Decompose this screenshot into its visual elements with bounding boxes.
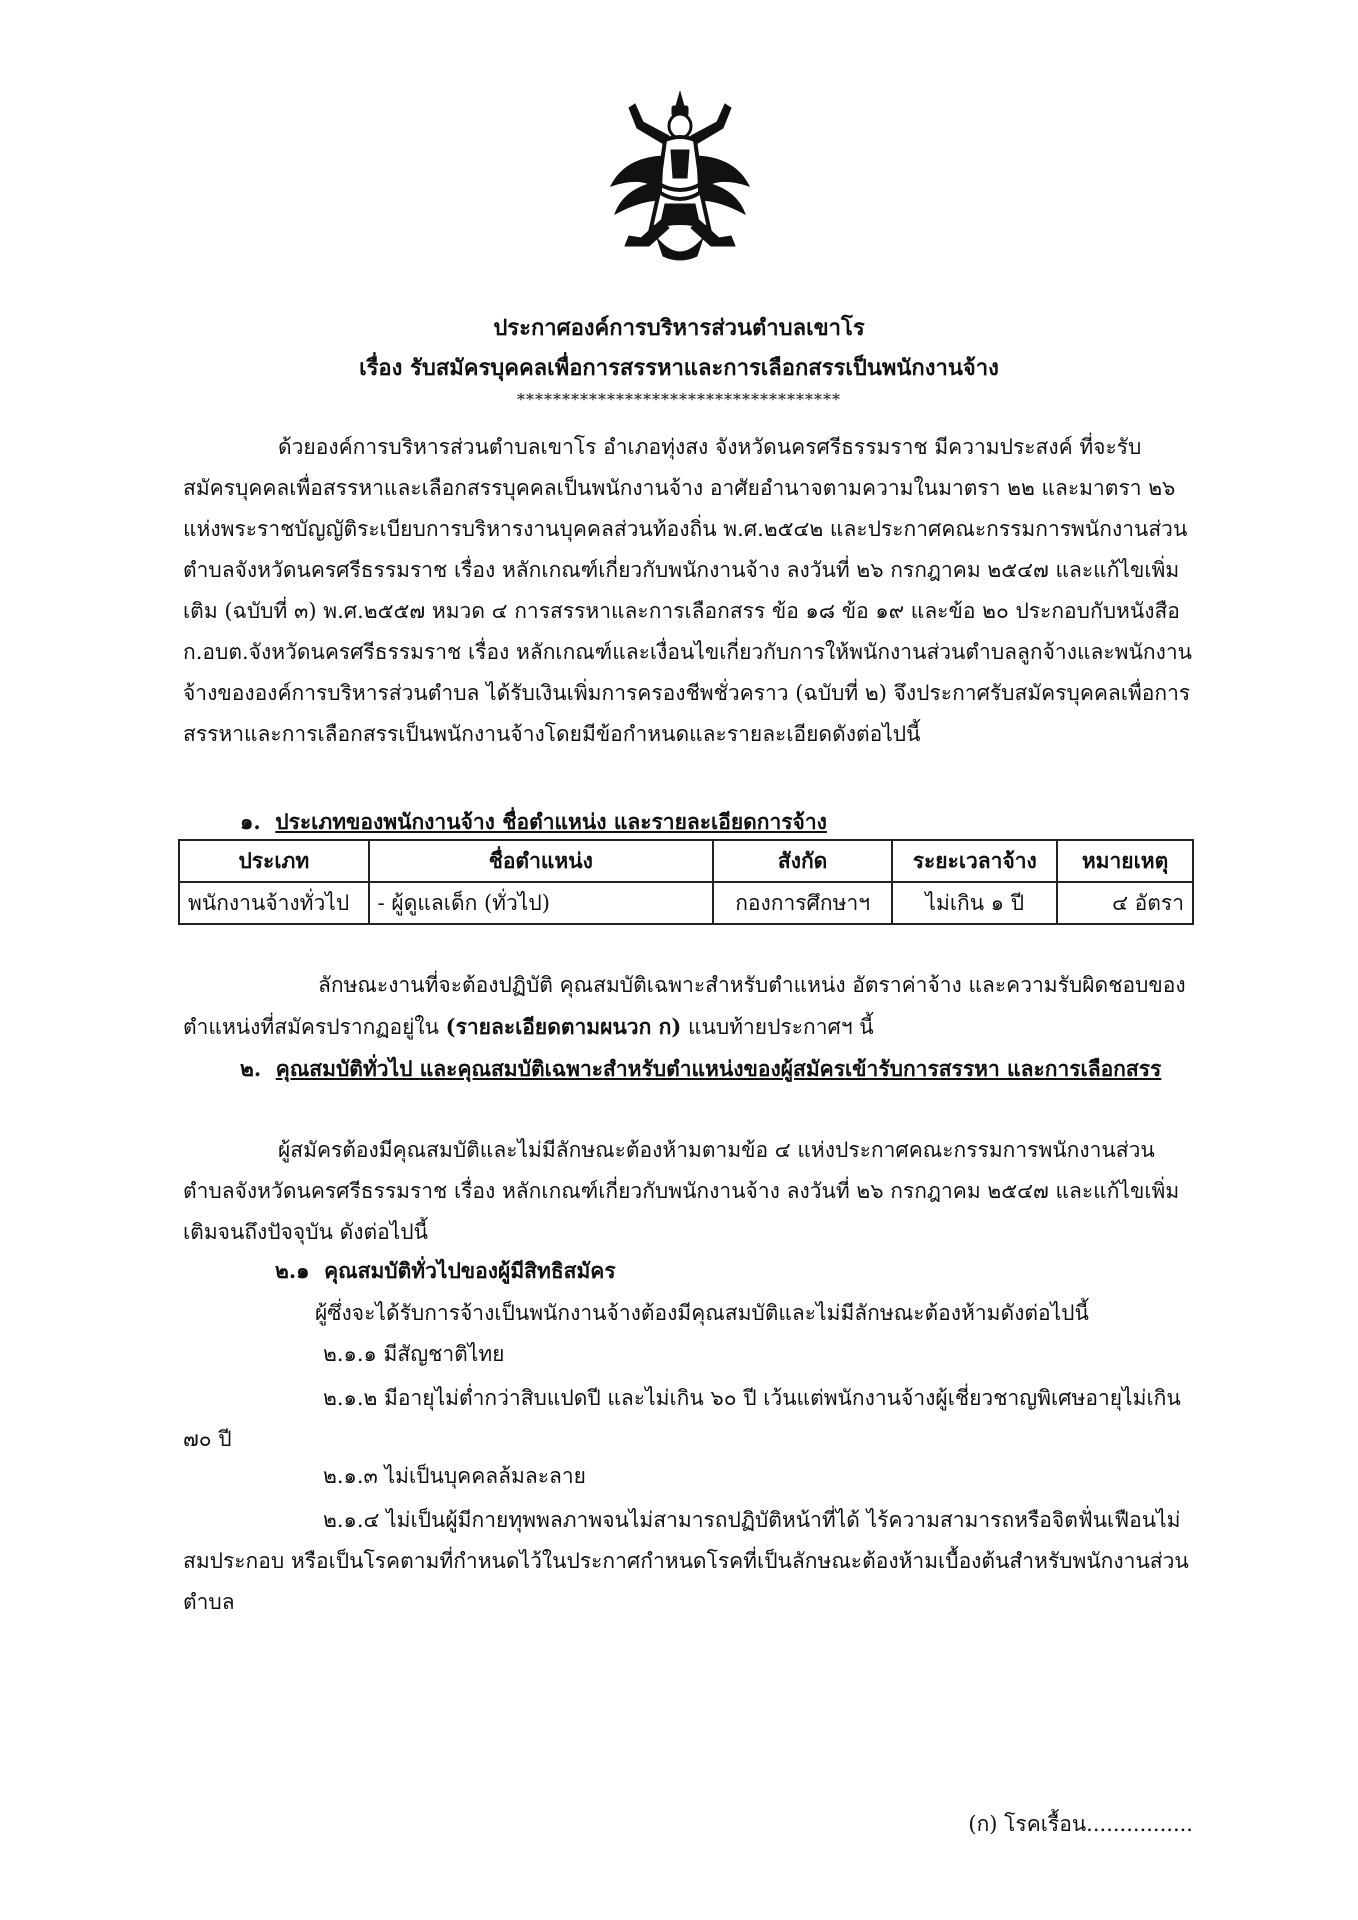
cell-type: พนักงานจ้างทั่วไป — [179, 882, 369, 924]
continuation-note: (ก) โรคเรื้อน................ — [968, 1812, 1193, 1836]
duties-attachment-ref: (รายละเอียดตามผนวก ก) — [445, 1014, 682, 1039]
announcement-title: ประกาศองค์การบริหารส่วนตำบลเขาโร — [493, 315, 865, 341]
header-duration: ระยะเวลาจ้าง — [892, 840, 1057, 882]
duties-text: ลักษณะงานที่จะต้องปฏิบัติ คุณสมบัติเฉพาะสำหรับตำแหน่ง อัตราค่าจ้าง และความรับผิดชอบของตำแหน่งที่สมัครปรากฏอยู่ใน — [183, 973, 1186, 1039]
duties-text-end: แนบท้ายประกาศฯ นี้ — [681, 1015, 874, 1039]
list-item: ๒.๑.๑ มีสัญชาติไทย — [323, 1342, 505, 1366]
section-1-title: ประเภทของพนักงานจ้าง ชื่อตำแหน่ง และรายละเอียดการจ้าง — [275, 809, 827, 834]
header-department: สังกัด — [713, 840, 893, 882]
section-1-number: ๑. — [240, 809, 261, 834]
section-2-heading — [183, 1048, 1193, 1089]
section-2-number: ๒. — [240, 1056, 262, 1081]
garuda-emblem-icon — [605, 88, 755, 268]
employment-table — [178, 839, 1194, 925]
section-2-title: คุณสมบัติทั่วไป และคุณสมบัติเฉพาะสำหรับตำแหน่งของผู้สมัครเข้ารับการสรรหา และการเลือกสรร — [275, 1056, 1162, 1081]
header-note: หมายเหตุ — [1057, 840, 1193, 882]
header-position: ชื่อตำแหน่ง — [369, 840, 713, 882]
list-item: ๒.๑.๓ ไม่เป็นบุคคลล้มละลาย — [323, 1464, 586, 1488]
duties-paragraph — [183, 965, 1193, 1048]
section-2-1-heading — [275, 1255, 616, 1288]
separator-line: ************************************ — [517, 390, 841, 409]
table-row — [179, 882, 1193, 924]
section-1-heading — [240, 806, 827, 839]
intro-paragraph: ด้วยองค์การบริหารส่วนตำบลเขาโร อำเภอทุ่งสง จังหวัดนครศรีธรรมราช มีความประสงค์ ที่จะรับสมัครบุคคลเพื่อสรรหาและเลือกสรรบุคคลเป็นพนักงานจ้าง อาศัยอำนาจตามความในมาตรา ๒๒ และมาตรา ๒๖ แห่งพระราชบัญญัติระเบียบการบริหารงานบุคคลส่วนท้องถิ่น พ.ศ.๒๕๔๒ และประกาศคณะกรรมการพนักงานส่วนตำบลจังหวัดนครศรีธรรมราช เรื่อง หลักเกณฑ์เกี่ยวกับพนักงานจ้าง ลงวันที่ ๒๖ กรกฎาคม ๒๕๔๗ และแก้ไขเพิ่มเติม (ฉบับที่ ๓) พ.ศ.๒๕๕๗ หมวด ๔ การสรรหาและการเลือกสรร ข้อ ๑๘ ข้อ ๑๙ และข้อ ๒๐ ประกอบกับหนังสือ ก.อบต.จังหวัดนครศรีธรรมราช เรื่อง หลักเกณฑ์และเงื่อนไขเกี่ยวกับการให้พนักงานส่วนตำบลลูกจ้างและพนักงานจ้างขององค์การบริหารส่วนตำบล ได้รับเงินเพิ่มการครองชีพชั่วคราว (ฉบับที่ ๒) จึงประกาศรับสมัครบุคคลเพื่อการสรรหาและการเลือกสรรเป็นพนักงานจ้างโดยมีข้อกำหนดและรายละเอียดดังต่อไปนี้ — [183, 435, 1192, 746]
cell-department: กองการศึกษาฯ — [713, 882, 893, 924]
table-header-row — [179, 840, 1193, 882]
section-2-1-title: คุณสมบัติทั่วไปของผู้มีสิทธิสมัคร — [324, 1258, 616, 1283]
cell-position: - ผู้ดูแลเด็ก (ทั่วไป) — [369, 882, 713, 924]
section-2-1-number: ๒.๑ — [275, 1258, 310, 1283]
cell-note: ๔ อัตรา — [1057, 882, 1193, 924]
list-item: ๒.๑.๒ มีอายุไม่ต่ำกว่าสิบแปดปี และไม่เกิน ๖๐ ปี เว้นแต่พนักงานจ้างผู้เชี่ยวชาญพิเศษอายุไม่เกิน ๗๐ ปี — [183, 1386, 1181, 1451]
header-type: ประเภท — [179, 840, 369, 882]
section-2-1-intro: ผู้ซึ่งจะได้รับการจ้างเป็นพนักงานจ้างต้องมีคุณสมบัติและไม่มีลักษณะต้องห้ามดังต่อไปนี้ — [315, 1301, 1089, 1325]
announcement-subject: เรื่อง รับสมัครบุคคลเพื่อการสรรหาและการเลือกสรรเป็นพนักงานจ้าง — [359, 355, 999, 381]
section-2-body: ผู้สมัครต้องมีคุณสมบัติและไม่มีลักษณะต้องห้ามตามข้อ ๔ แห่งประกาศคณะกรรมการพนักงานส่วนตำบลจังหวัดนครศรีธรรมราช เรื่อง หลักเกณฑ์เกี่ยวกับพนักงานจ้าง ลงวันที่ ๒๖ กรกฎาคม ๒๕๔๗ และแก้ไขเพิ่มเติมจนถึงปัจจุบัน ดังต่อไปนี้ — [183, 1138, 1180, 1244]
cell-duration: ไม่เกิน ๑ ปี — [892, 882, 1057, 924]
list-item: ๒.๑.๔ ไม่เป็นผู้มีกายทุพพลภาพจนไม่สามารถปฏิบัติหน้าที่ได้ ไร้ความสามารถหรือจิตฟั่นเฟือนไม่สมประกอบ หรือเป็นโรคตามที่กำหนดไว้ในประกาศกำหนดโรคที่เป็นลักษณะต้องห้ามเบื้องต้นสำหรับพนักงานส่วนตำบล — [183, 1508, 1189, 1614]
